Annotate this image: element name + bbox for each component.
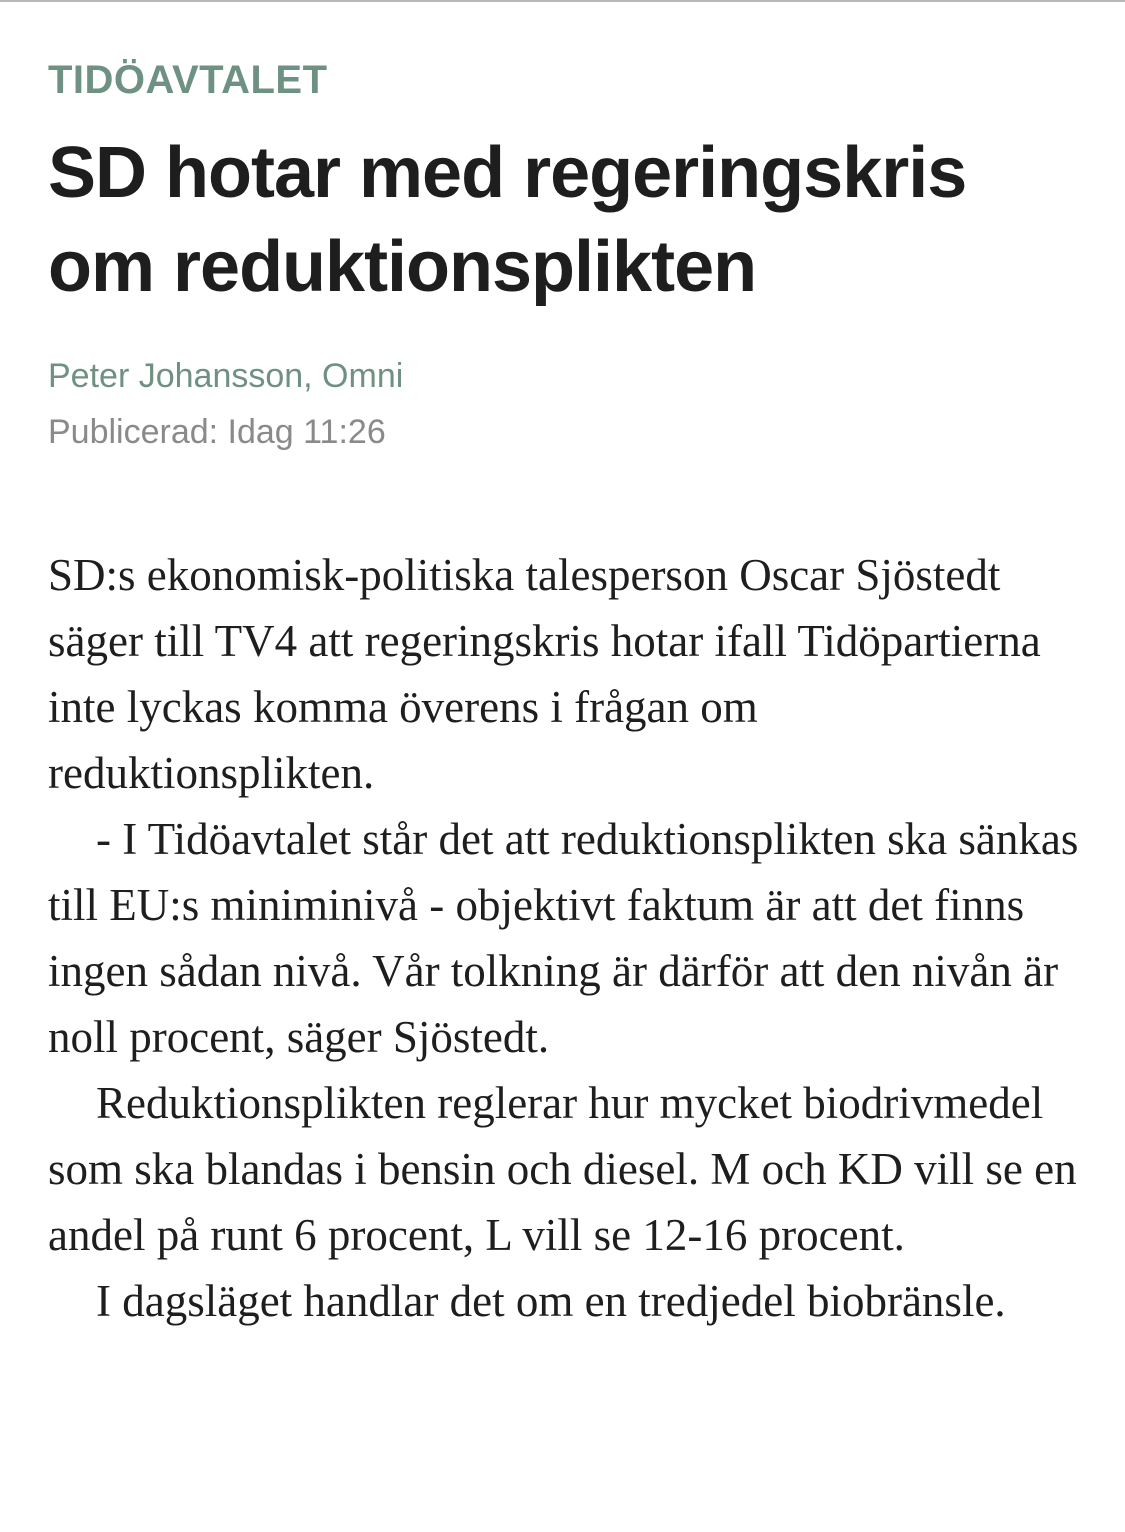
body-paragraph: SD:s ekonomisk-politiska talesperson Oscar Sjöstedt säger till TV4 att regeringskris hotar ifall Tidöpartierna inte lyckas komma överens i frågan om reduktionsplikten. [48, 550, 1041, 798]
article-kicker[interactable]: TIDÖAVTALET [48, 58, 328, 102]
article-headline: SD hotar med regeringskris om reduktionsplikten [48, 133, 967, 307]
article [48, 56, 1088, 1334]
article-byline[interactable]: Peter Johansson, Omni [48, 357, 404, 395]
top-divider [0, 0, 1125, 2]
body-paragraph: I dagsläget handlar det om en tredjedel biobränsle. [96, 1276, 1006, 1326]
article-body [48, 542, 1088, 1334]
body-paragraph: Reduktionsplikten reglerar hur mycket biodrivmedel som ska blandas i bensin och diesel. M och KD vill se en andel på runt 6 procent, L vill se 12-16 procent. [48, 1078, 1077, 1260]
publish-timestamp: Publicerad: Idag 11:26 [48, 413, 386, 451]
body-paragraph: - I Tidöavtalet står det att reduktionsplikten ska sänkas till EU:s miniminivå - objektivt faktum är att det finns ingen sådan nivå. Vår tolkning är därför att den nivån är noll procent, säger Sjöstedt. [48, 814, 1079, 1062]
